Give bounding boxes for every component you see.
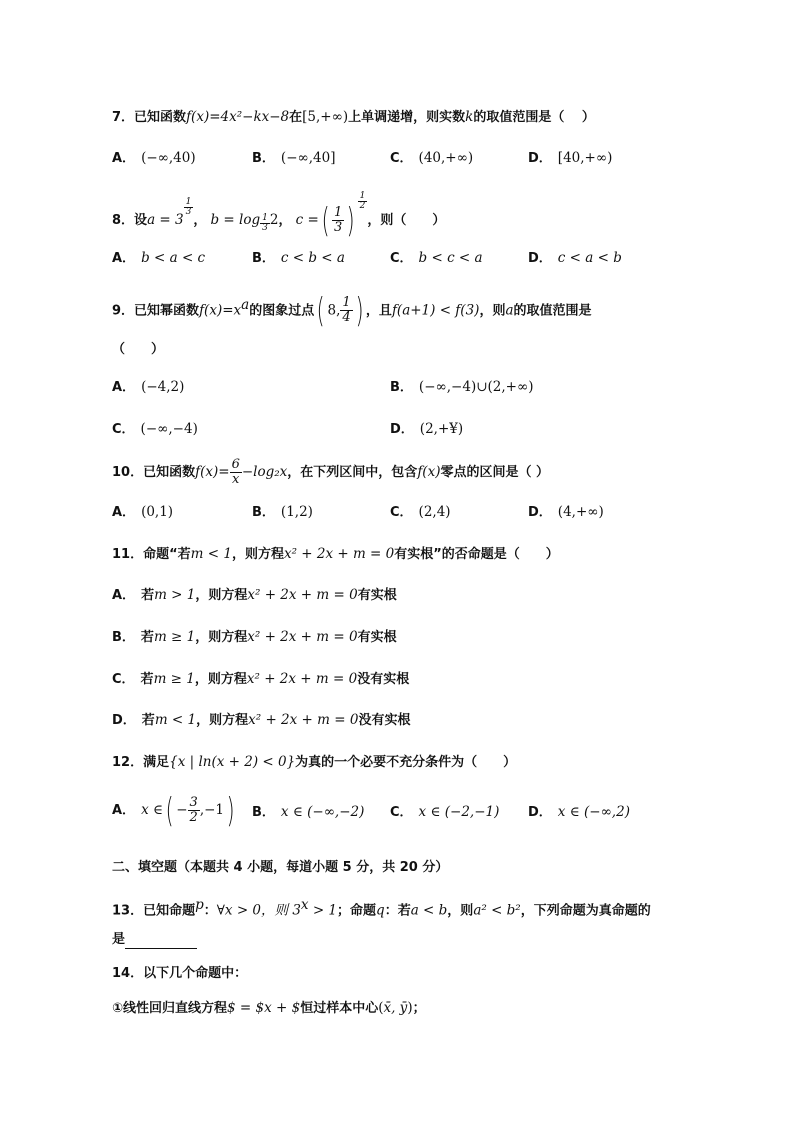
q13-answer-line: 是 xyxy=(112,931,197,949)
q8-option-d[interactable]: D． c < a < b xyxy=(528,250,622,266)
q8-a-exponent: $\frac{1}{3}$ xyxy=(185,197,192,217)
q8-b-base: $\frac{1}{3}$ xyxy=(262,213,268,233)
q8-number: 8． xyxy=(112,213,135,228)
section-2-title: 二、填空题（本题共 4 小题，每道小题 5 分，共 20 分） xyxy=(112,860,449,875)
q12-option-a[interactable]: A． x ∈( − $\frac{3}{2}$ ,−1) xyxy=(112,790,235,831)
q10-option-a[interactable]: A． (0,1) xyxy=(112,504,174,520)
q10-fraction: $\frac{6}{x}$ xyxy=(231,457,240,487)
q11-stem: 11．命题“若m < 1，则方程x² + 2x + m = 0有实根”的否命题是（ ） xyxy=(112,546,559,562)
q7-option-b[interactable]: B． (−∞,40] xyxy=(252,150,336,166)
q9-option-b[interactable]: B． (−∞,−4)∪(2,+∞) xyxy=(390,379,534,395)
q9-option-a[interactable]: A． (−4,2) xyxy=(112,379,185,395)
q8-stem: 8．设a = 3 $\frac{1}{3}$ ， b = log $\frac{1}{3}$ 2， c =( $\frac{1}{3}$ ) $\frac{1}{2}$ ，则（ ） xyxy=(112,191,446,241)
q14-item-1: ①线性回归直线方程$ = $x + $恒过样本中心(x̄, ȳ)； xyxy=(112,1000,426,1016)
q10-option-b[interactable]: B． (1,2) xyxy=(252,504,313,520)
q8-c-exponent: $\frac{1}{2}$ xyxy=(359,191,366,211)
q9-stem: 9．已知幂函数$f(x)=x^a$的图象过点( 8, $\frac{1}{4}$ ) ，且f(a+1) < f(3)，则a的取值范围是 xyxy=(112,290,592,331)
q7-option-c[interactable]: C． (40,+∞) xyxy=(390,150,474,166)
q7-option-a[interactable]: A． (−∞,40) xyxy=(112,150,196,166)
q10-stem: 10．已知函数f(x)= $\frac{6}{x}$ −log₂x，在下列区间中，包含f(x)零点的区间是（ ） xyxy=(112,457,549,487)
q7-option-d[interactable]: D． [40,+∞) xyxy=(528,150,613,166)
q9-point-fraction: $\frac{1}{4}$ xyxy=(342,295,351,326)
q9-option-d[interactable]: D． (2,+¥) xyxy=(390,421,464,437)
q10-number: 10． xyxy=(112,465,144,480)
q8-option-a[interactable]: A． b < a < c xyxy=(112,250,206,266)
q11-option-d[interactable]: D． 若m < 1，则方程x² + 2x + m = 0没有实根 xyxy=(112,712,411,728)
q10-option-d[interactable]: D． (4,+∞) xyxy=(528,504,604,520)
q9-number: 9． xyxy=(112,303,135,319)
q11-option-a[interactable]: A． 若m > 1，则方程x² + 2x + m = 0有实根 xyxy=(112,587,397,603)
q13-stem: 13．已知命题$^p$：∀x > 0，则 $3^x > 1$；命题q：若a < b，则a² < b²，下列命题为真命题的 xyxy=(112,897,651,919)
q7-function: f(x)=4x²−kx−8 xyxy=(186,109,290,125)
q14-number: 14． xyxy=(112,966,144,981)
q10-option-c[interactable]: C． (2,4) xyxy=(390,504,451,520)
q8-option-b[interactable]: B． c < b < a xyxy=(252,250,345,266)
q7-stem: 7．已知函数f(x)=4x²−kx−8在[5,+∞)上单调递增，则实数k的取值范围是（ ） xyxy=(112,109,595,125)
q12-option-b[interactable]: B． x ∈ (−∞,−2) xyxy=(252,804,365,820)
q12-stem: 12．满足{x | ln(x + 2) < 0}为真的一个必要不充分条件为（ ） xyxy=(112,754,517,770)
q12-option-c[interactable]: C． x ∈ (−2,−1) xyxy=(390,804,500,820)
q8-c-fraction: $\frac{1}{3}$ xyxy=(334,205,343,235)
q11-option-b[interactable]: B． 若m ≥ 1，则方程x² + 2x + m = 0有实根 xyxy=(112,629,397,645)
q11-option-c[interactable]: C． 若m ≥ 1，则方程x² + 2x + m = 0没有实根 xyxy=(112,671,410,687)
q14-stem: 14．以下几个命题中： xyxy=(112,966,248,981)
q12-number: 12． xyxy=(112,755,144,770)
q13-answer-blank[interactable] xyxy=(125,934,197,949)
q11-number: 11． xyxy=(112,547,144,562)
q12-option-d[interactable]: D． x ∈ (−∞,2) xyxy=(528,804,630,820)
q7-number: 7． xyxy=(112,110,135,125)
q9-option-c[interactable]: C． (−∞,−4) xyxy=(112,421,198,437)
q8-option-c[interactable]: C． b < c < a xyxy=(390,250,483,266)
q9-paren: （ ） xyxy=(112,342,165,357)
q13-number: 13． xyxy=(112,903,144,919)
q12-a-fraction: $\frac{3}{2}$ xyxy=(189,795,198,825)
